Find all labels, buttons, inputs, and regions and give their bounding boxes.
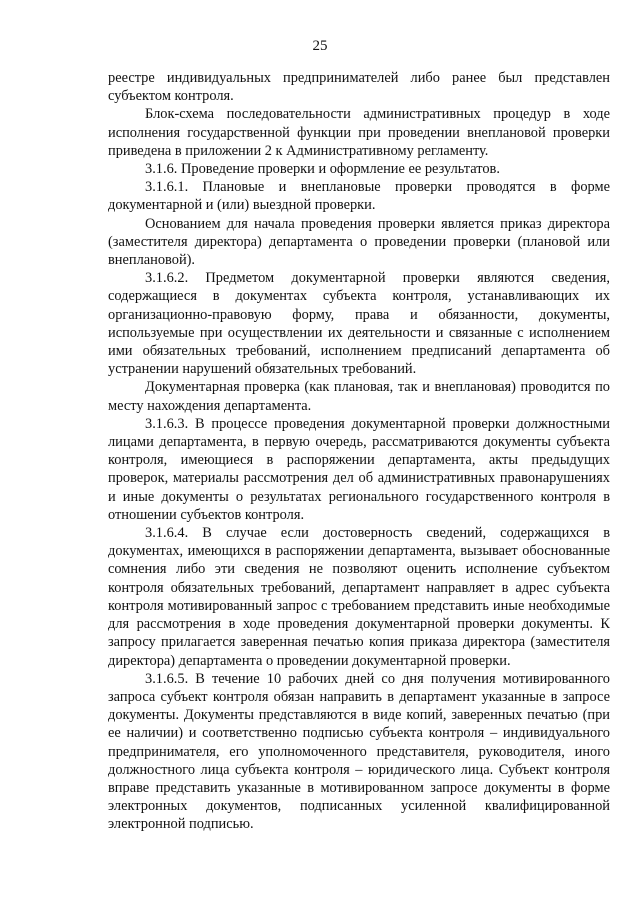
paragraph-continuation: реестре индивидуальных предпринимателей либо ранее был представлен субъектом контроля. [108,70,610,105]
paragraph-3-1-6-4: 3.1.6.4. В случае если достоверность сведений, содержащихся в документах, имеющихся в распоряжении департамента, вызывает обоснованные сомнения либо эти сведения не позволяют оценить исполнение субъектом контроля обязательных требований, департамент направляет в адрес субъекта контроля мотивированный запрос с требованием представить иные необходимые для рассмотрения в ходе проведения документарной проверки документы. К запросу прилагается заверенная печатью копия приказа директора (заместителя директора) департамента о проведении документарной проверки. [108,525,610,669]
paragraph-3-1-6-5: 3.1.6.5. В течение 10 рабочих дней со дня получения мотивированного запроса субъект контроля обязан направить в департамент указанные в запросе документы. Документы представляются в виде копий, заверенных печатью (при ее наличии) и соответственно подписью субъекта контроля – индивидуального предпринимателя, его уполномоченного представителя, руководителя, иного должностного лица субъекта контроля – юридического лица. Субъект контроля вправе представить указанные в мотивированном запросе документы в форме электронных документов, подписанных усиленной квалифицированной электронной подписью. [108,670,610,833]
paragraph-basis: Основанием для начала проведения проверки является приказ директора (заместителя директора) департамента о проведении проверки (плановой или внеплановой). [108,215,610,269]
paragraph-3-1-6-2: 3.1.6.2. Предметом документарной проверки являются сведения, содержащиеся в документах субъекта контроля, устанавливающих их организационно-правовую форму, права и обязанности, документы, используемые при осуществлении их деятельности и связанные с исполнением ими обязательных требований, исполнением предписаний департамента об устранении нарушений обязательных требований. [108,270,610,378]
page-number: 25 [312,38,328,54]
paragraph-3-1-6-3: 3.1.6.3. В процессе проведения документарной проверки должностными лицами департамента, в первую очередь, рассматриваются документы субъекта контроля, имеющиеся в распоряжении департамента, акты предыдущих проверок, материалы рассмотрения дел об административных правонарушениях и иные документы о результатах регионального государственного контроля в отношении субъектов контроля. [108,415,610,523]
paragraph-location: Документарная проверка (как плановая, так и внеплановая) проводится по месту нахождения департамента. [108,379,610,414]
paragraph-3-1-6-1: 3.1.6.1. Плановые и внеплановые проверки проводятся в форме документарной и (или) выездной проверки. [108,179,610,214]
paragraph-block-scheme: Блок-схема последовательности административных процедур в ходе исполнения государственной функции при проведении внеплановой проверки приведена в приложении 2 к Административному регламенту. [108,106,610,159]
section-heading-3-1-6: 3.1.6. Проведение проверки и оформление ее результатов. [145,161,500,178]
document-body [108,69,610,834]
